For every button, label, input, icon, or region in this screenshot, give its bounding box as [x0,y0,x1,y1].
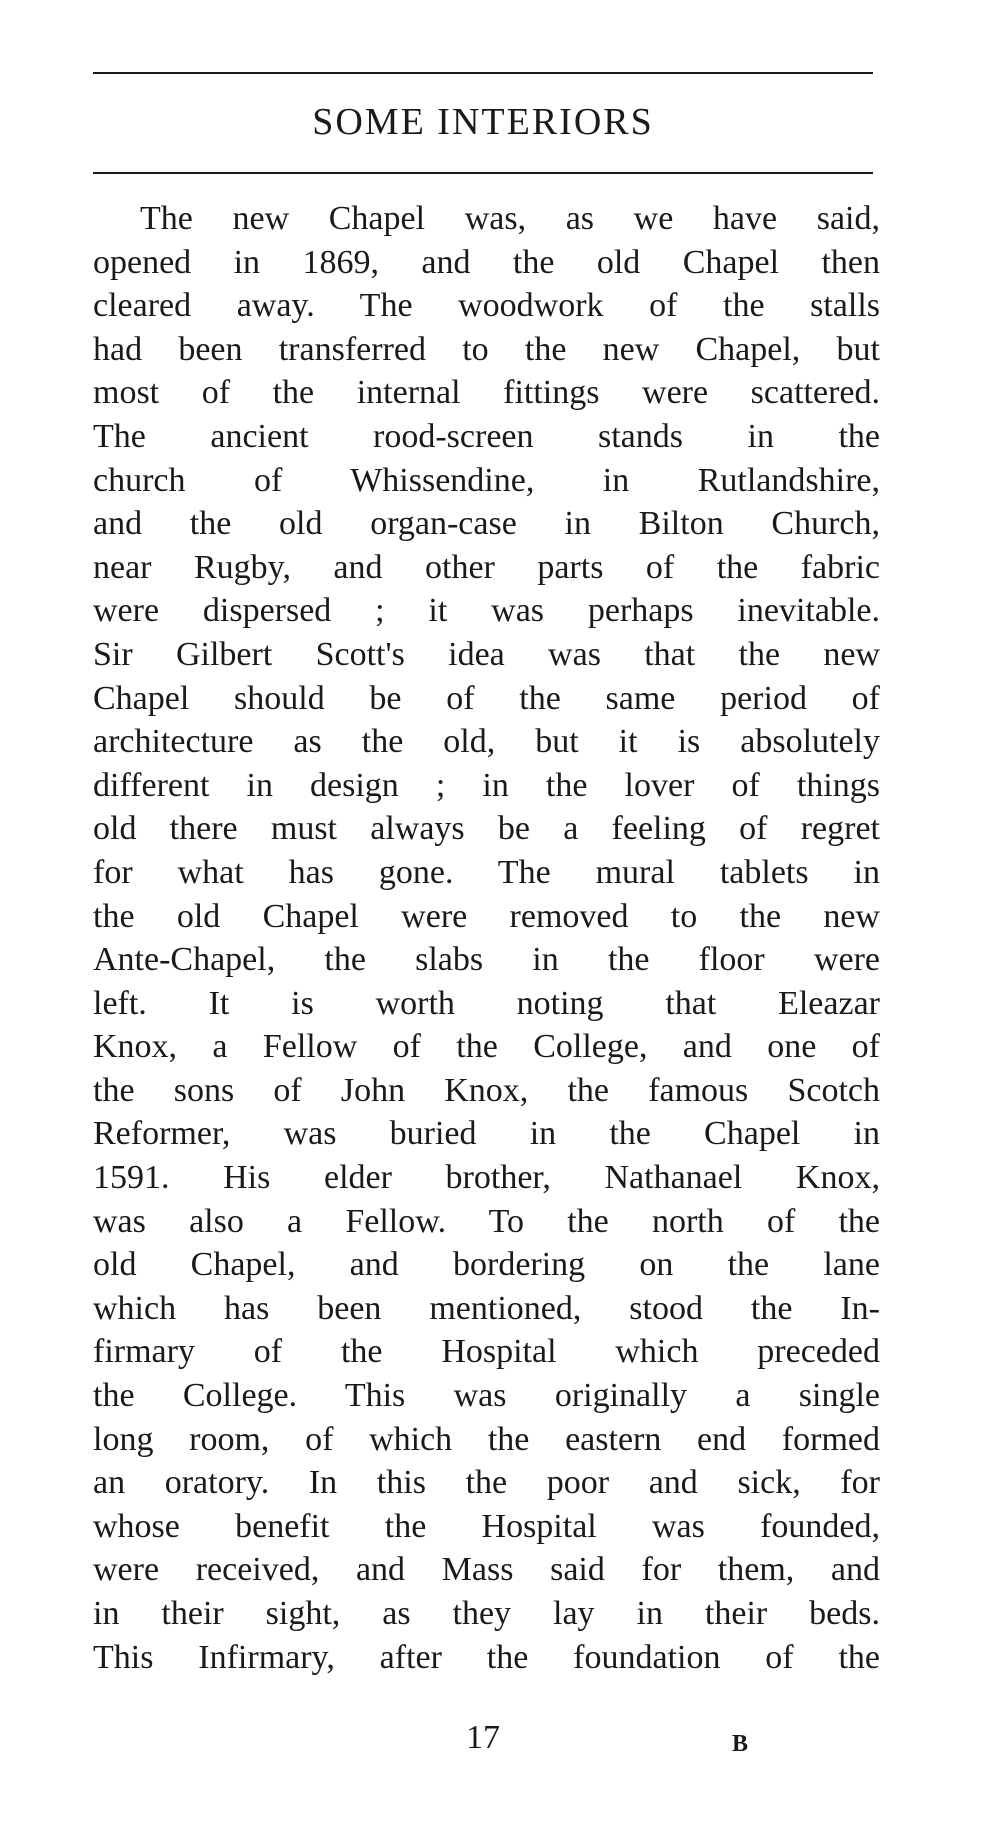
signature-mark: B [732,1731,749,1757]
text-line: opened in 1869, and the old Chapel then [93,243,880,281]
text-line: near Rugby, and other parts of the fabric [93,548,880,586]
text-line: the sons of John Knox, the famous Scotch [93,1071,880,1109]
text-line: an oratory. In this the poor and sick, for [93,1464,880,1502]
text-line: Ante-Chapel, the slabs in the floor were [93,941,880,979]
text-line: most of the internal fittings were scattered. [93,374,880,412]
text-line: had been transferred to the new Chapel, but [93,330,880,368]
text-line: were dispersed ; it was perhaps inevitable. [93,592,880,630]
text-line: whose benefit the Hospital was founded, [93,1507,880,1545]
text-line: Sir Gilbert Scott's idea was that the new [93,635,880,673]
text-line: which has been mentioned, stood the In- [93,1289,880,1327]
text-line: church of Whissendine, in Rutlandshire, [93,461,880,499]
text-line: different in design ; in the lover of things [93,766,880,804]
text-line: were received, and Mass said for them, and [93,1551,880,1589]
text-line: was also a Fellow. To the north of the [93,1202,880,1240]
text-line: old there must always be a feeling of regret [93,810,880,848]
text-line: and the old organ-case in Bilton Church, [93,505,880,543]
text-line: for what has gone. The mural tablets in [93,853,880,891]
text-line: in their sight, as they lay in their beds. [93,1595,880,1632]
text-line: The ancient rood-screen stands in the [93,417,880,455]
text-line: 1591. His elder brother, Nathanael Knox, [93,1159,880,1197]
text-line: architecture as the old, but it is absolutely [93,723,880,761]
top-rule [93,72,873,74]
page-number: 17 [466,1719,500,1756]
text-line: left. It is worth noting that Eleazar [93,984,880,1022]
page-heading: SOME INTERIORS [312,101,654,143]
heading-underline-rule [93,172,873,174]
text-line: long room, of which the eastern end formed [93,1420,880,1458]
text-line: The new Chapel was, as we have said, [140,200,880,237]
text-line: old Chapel, and bordering on the lane [93,1246,880,1284]
text-line: the old Chapel were removed to the new [93,897,880,935]
text-line: the College. This was originally a single [93,1377,880,1415]
text-line: Chapel should be of the same period of [93,679,880,717]
body-paragraph [93,197,880,1679]
text-line: Knox, a Fellow of the College, and one of [93,1028,880,1066]
text-line: cleared away. The woodwork of the stalls [93,287,880,325]
text-line: firmary of the Hospital which preceded [93,1333,880,1371]
text-line: This Infirmary, after the foundation of the [93,1638,880,1676]
text-line: Reformer, was buried in the Chapel in [93,1115,880,1153]
